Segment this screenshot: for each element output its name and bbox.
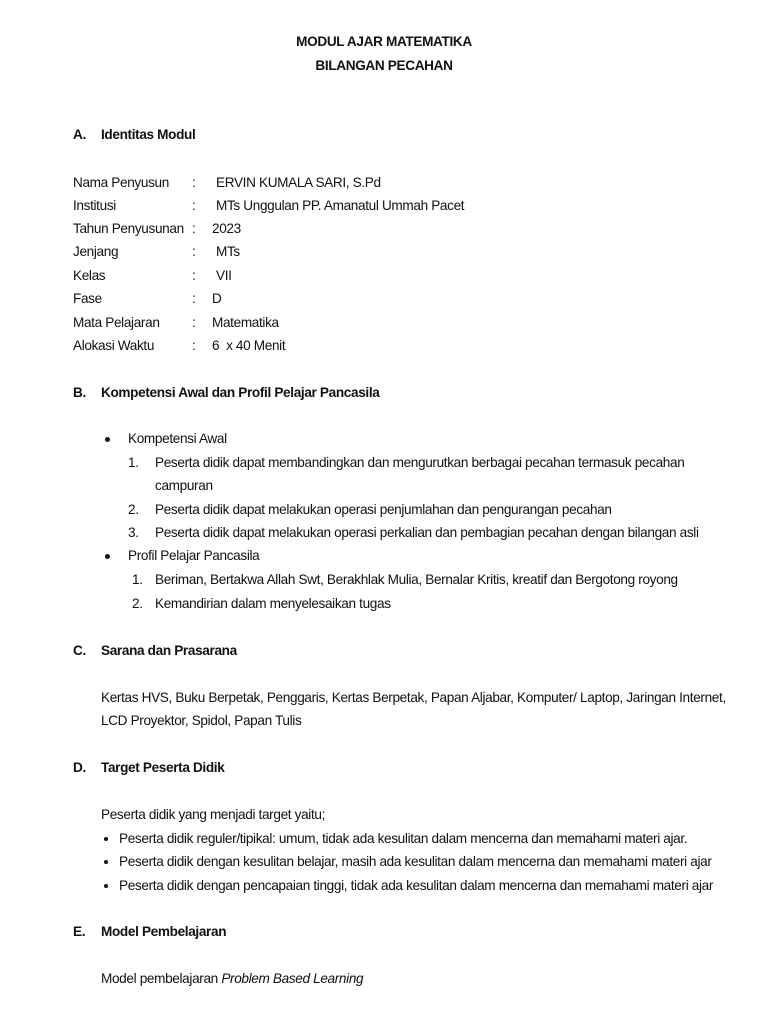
section-e-letter: E. <box>73 924 86 939</box>
paragraph-line: LCD Proyektor, Spidol, Papan Tulis <box>101 713 302 728</box>
section-a-letter: A. <box>73 127 86 142</box>
bullet-icon <box>104 884 108 888</box>
bullet-icon <box>104 860 108 864</box>
document-subtitle: BILANGAN PECAHAN <box>315 58 453 73</box>
identity-label: Kelas <box>73 268 106 283</box>
identity-separator: : <box>192 315 196 330</box>
list-number: 2. <box>132 596 143 611</box>
identity-value: D <box>212 291 222 306</box>
list-item: Profil Pelajar Pancasila <box>128 548 260 563</box>
identity-label: Fase <box>73 291 102 306</box>
paragraph-line: Peserta didik yang menjadi target yaitu; <box>101 807 326 822</box>
bullet-icon <box>105 437 110 442</box>
section-a-heading: Identitas Modul <box>101 127 196 142</box>
identity-label: Tahun Penyusunan <box>73 221 184 236</box>
model-name: Problem Based Learning <box>221 971 364 986</box>
identity-label: Nama Penyusun <box>73 175 169 190</box>
section-c-heading: Sarana dan Prasarana <box>101 643 237 658</box>
model-pembelajaran-text <box>101 970 363 988</box>
list-item: Peserta didik dengan pencapaian tinggi, tidak ada kesulitan dalam mencerna dan memahami materi ajar <box>119 878 714 893</box>
identity-label: Mata Pelajaran <box>73 315 160 330</box>
section-b-heading: Kompetensi Awal dan Profil Pelajar Pancasila <box>101 385 380 400</box>
list-item: Peserta didik reguler/tipikal: umum, tidak ada kesulitan dalam mencerna dan memahami materi ajar. <box>119 831 688 846</box>
identity-separator: : <box>192 198 196 213</box>
model-prefix: Model pembelajaran <box>101 971 222 986</box>
identity-value: ERVIN KUMALA SARI, S.Pd <box>216 175 381 190</box>
identity-label: Jenjang <box>73 244 119 259</box>
list-item: Peserta didik dapat melakukan operasi penjumlahan dan pengurangan pecahan <box>155 502 612 517</box>
bullet-icon <box>105 554 110 559</box>
identity-separator: : <box>192 291 196 306</box>
list-item: Peserta didik dapat melakukan operasi perkalian dan pembagian pecahan dengan bilangan asli <box>155 525 699 540</box>
section-c-letter: C. <box>73 643 86 658</box>
identity-value: Matematika <box>212 315 279 330</box>
identity-separator: : <box>192 338 196 353</box>
identity-separator: : <box>192 244 196 259</box>
list-item-continuation: campuran <box>155 478 213 493</box>
list-number: 1. <box>128 455 139 470</box>
bullet-icon <box>104 837 108 841</box>
identity-value: MTs Unggulan PP. Amanatul Ummah Pacet <box>216 198 465 213</box>
section-b-letter: B. <box>73 385 86 400</box>
identity-value: MTs <box>216 244 240 259</box>
identity-separator: : <box>192 175 196 190</box>
section-d-heading: Target Peserta Didik <box>101 760 225 775</box>
identity-label: Institusi <box>73 198 116 213</box>
section-d-letter: D. <box>73 760 86 775</box>
identity-separator: : <box>192 268 196 283</box>
identity-label: Alokasi Waktu <box>73 338 155 353</box>
list-item: Kemandirian dalam menyelesaikan tugas <box>155 596 391 611</box>
list-item: Peserta didik dengan kesulitan belajar, masih ada kesulitan dalam mencerna dan memahami materi ajar <box>119 854 712 869</box>
document-title: MODUL AJAR MATEMATIKA <box>296 34 472 49</box>
identity-value: VII <box>216 268 232 283</box>
list-item: Beriman, Bertakwa Allah Swt, Berakhlak Mulia, Bernalar Kritis, kreatif dan Bergotong royong <box>155 572 678 587</box>
identity-separator: : <box>192 221 196 236</box>
list-number: 1. <box>132 572 143 587</box>
section-e-heading: Model Pembelajaran <box>101 924 227 939</box>
identity-value: 6 x 40 Menit <box>212 338 286 353</box>
list-item: Kompetensi Awal <box>128 431 227 446</box>
identity-value: 2023 <box>212 221 241 236</box>
paragraph-line: Kertas HVS, Buku Berpetak, Penggaris, Kertas Berpetak, Papan Aljabar, Komputer/ Laptop, Jaringan Internet, <box>101 690 726 705</box>
list-item: Peserta didik dapat membandingkan dan mengurutkan berbagai pecahan termasuk pecahan <box>155 455 685 470</box>
list-number: 2. <box>128 502 139 517</box>
list-number: 3. <box>128 525 139 540</box>
